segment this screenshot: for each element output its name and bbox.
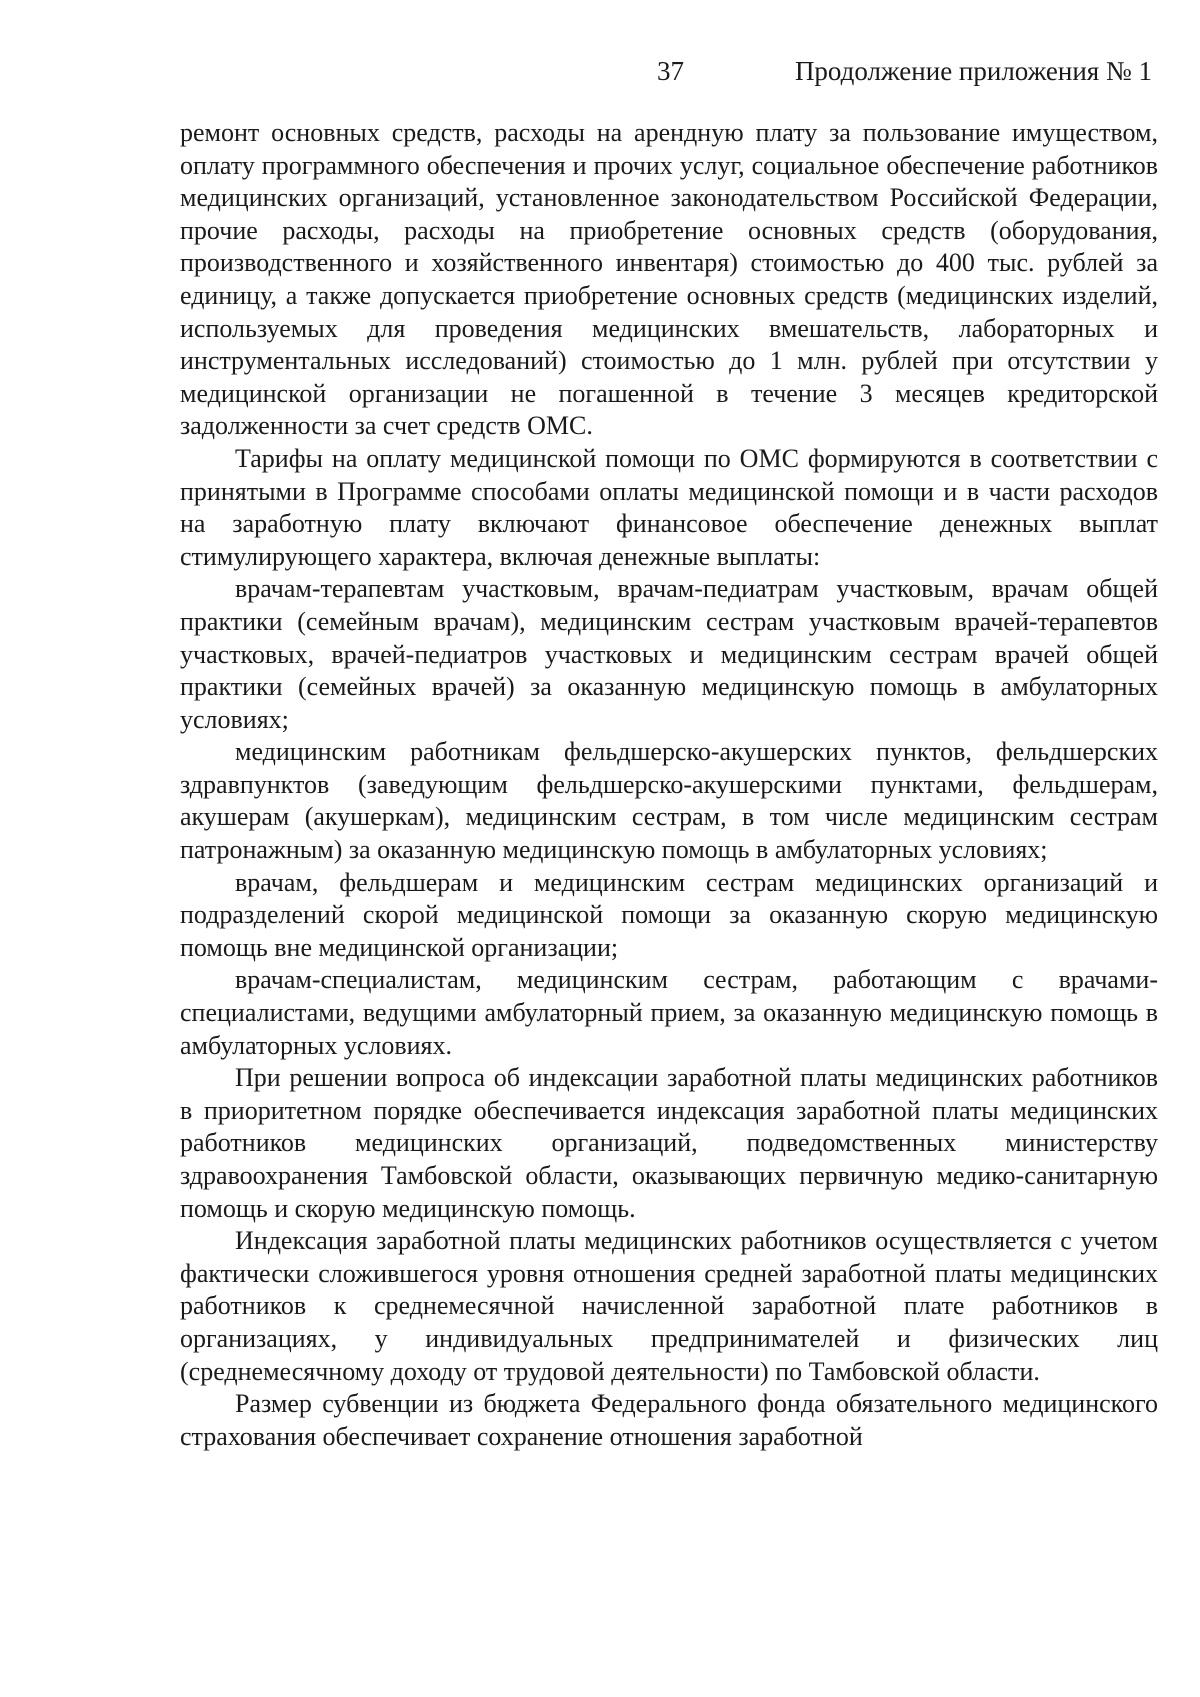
page-number: 37 — [657, 56, 684, 86]
paragraph-subvention: Размер субвенции из бюджета Федерального фонда обязательного медицинского страхования обеспечивает сохранение отношения заработной — [180, 1389, 1158, 1451]
paragraph-tariffs: Тарифы на оплату медицинской помощи по ОМС формируются в соответствии с принятыми в Программе способами оплаты медицинской помощи и в части расходов на заработную плату включают финансовое обеспечение денежных выплат стимулирующего характера, включая денежные выплаты: — [180, 443, 1158, 571]
list-item-emergency: врачам, фельдшерам и медицинским сестрам медицинских организаций и подразделений скорой медицинской помощи за оказанную скорую медицинскую помощь вне медицинской организации; — [180, 867, 1158, 962]
appendix-label: Продолжение приложения № 1 — [794, 56, 1152, 86]
page-header — [0, 56, 1200, 96]
paragraph-continuation: ремонт основных средств, расходы на арендную плату за пользование имуществом, оплату программного обеспечения и прочих услуг, социальное обеспечение работников медицинских организаций, установленное законодательством Российской Федерации, прочие расходы, расходы на приобретение основных средств (оборудования, производственного и хозяйственного инвентаря) стоимостью до 400 тыс. рублей за единицу, а также допускается приобретение основных средств (медицинских изделий, используемых для проведения медицинских вмешательств, лабораторных и инструментальных исследований) стоимостью до 1 млн. рублей при отсутствии у медицинской организации не погашенной в течение 3 месяцев кредиторской задолженности за счет средств ОМС. — [180, 118, 1158, 441]
list-item-specialists: врачам-специалистам, медицинским сестрам, работающим с врачами-специалистами, ведущими амбулаторный прием, за оказанную медицинскую помощь в амбулаторных условиях. — [180, 965, 1158, 1060]
document-body — [180, 117, 1158, 1453]
list-item-therapists: врачам-терапевтам участковым, врачам-педиатрам участковым, врачам общей практики (семейным врачам), медицинским сестрам участковым врачей-терапевтов участковых, врачей-педиатров участковых и медицинским сестрам врачей общей практики (семейных врачей) за оказанную медицинскую помощь в амбулаторных условиях; — [180, 574, 1158, 734]
list-item-feldsher-points: медицинским работникам фельдшерско-акушерских пунктов, фельдшерских здравпунктов (заведующим фельдшерско-акушерскими пунктами, фельдшерам, акушерам (акушеркам), медицинским сестрам, в том числе медицинским сестрам патронажным) за оказанную медицинскую помощь в амбулаторных условиях; — [180, 737, 1158, 865]
paragraph-indexation-priority: При решении вопроса об индексации заработной платы медицинских работников в приоритетном порядке обеспечивается индексация заработной платы медицинских работников медицинских организаций, подведомственных министерству здравоохранения Тамбовской области, оказывающих первичную медико-санитарную помощь и скорую медицинскую помощь. — [180, 1063, 1158, 1223]
paragraph-indexation-basis: Индексация заработной платы медицинских работников осуществляется с учетом фактически сложившегося уровня отношения средней заработной платы медицинских работников к среднемесячной начисленной заработной плате работников в организациях, у индивидуальных предпринимателей и физических лиц (среднемесячному доходу от трудовой деятельности) по Тамбовской области. — [180, 1226, 1158, 1386]
